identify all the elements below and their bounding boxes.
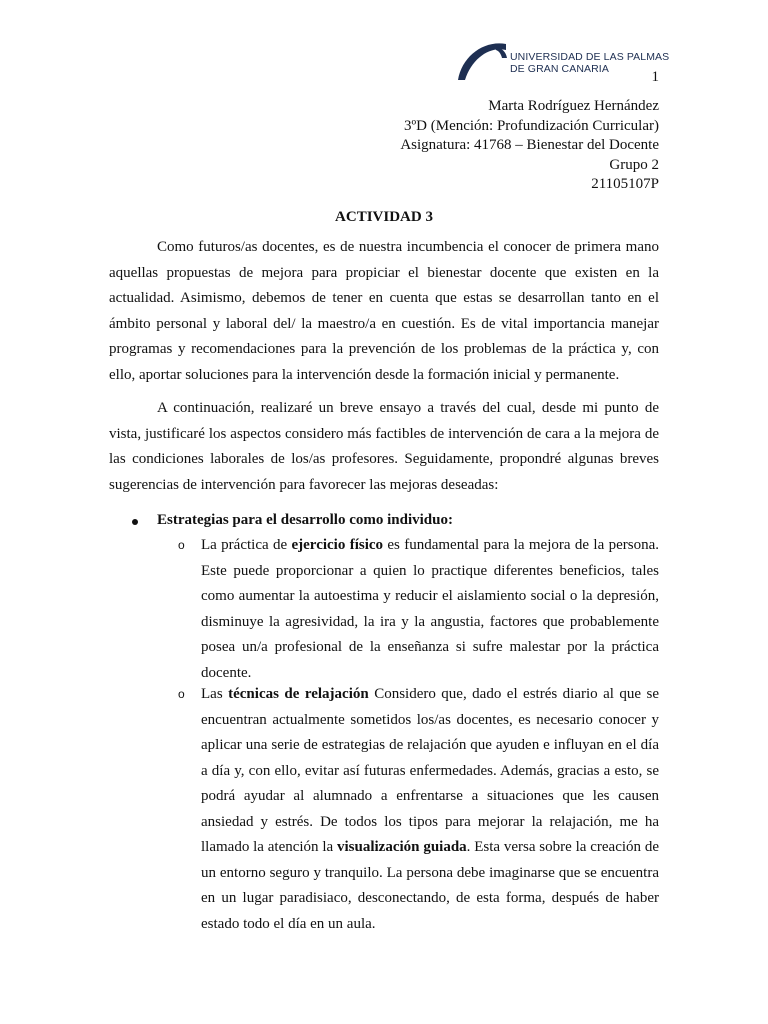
author-id: 21105107P <box>591 176 659 192</box>
author-name: Marta Rodríguez Hernández <box>488 98 659 114</box>
bullet-dot-icon <box>132 519 138 525</box>
sub-item-2-pre: Las <box>201 686 229 702</box>
sub-item-1-pre: La práctica de <box>201 537 292 553</box>
paragraph-2: A continuación, realizaré un breve ensayo a través del cual, desde mi punto de vista, justificaré los aspectos considero más factibles de intervención de cara a la mejora de las condiciones laborales de los/as profesores. Seguidamente, propondré algunas breves sugerencias de intervención para favorecer las mejoras deseadas: <box>109 400 659 493</box>
logo-line-1: UNIVERSIDAD DE LAS PALMAS <box>510 51 670 63</box>
bullet-heading: Estrategias para el desarrollo como individuo: <box>157 512 453 528</box>
sub-item-2-bold: técnicas de relajación <box>228 686 369 702</box>
sub-bullet-marker: o <box>178 538 185 552</box>
paragraph-1: Como futuros/as docentes, es de nuestra incumbencia el conocer de primera mano aquellas propuestas de mejora para propiciar el bienestar docente que existen en la actualidad. Asimismo, debemos de tener en cuenta que estas se desarrollan tanto en el ámbito personal y laboral del/ la maestro/a en cuestión. Es de vital importancia manejar programas y recomendaciones para la prevención de los problemas de la práctica y, con ello, aportar soluciones para la intervención desde la formación inicial y permanente. <box>109 239 659 383</box>
logo-line-2: DE GRAN CANARIA <box>510 62 609 75</box>
university-logo <box>456 38 670 82</box>
sub-item-2-post: . Esta versa sobre la creación de un entorno seguro y tranquilo. La persona debe imaginarse que se encuentra en un lugar paradisiaco, desconectando, de esta forma, después de haber estado todo el día en un aula. <box>201 839 659 932</box>
document-title: ACTIVIDAD 3 <box>335 209 433 225</box>
author-block <box>400 97 659 195</box>
sub-bullet-marker: o <box>178 687 185 701</box>
sub-item-exercise <box>178 533 659 686</box>
sub-item-1-bold: ejercicio físico <box>291 537 384 553</box>
sub-item-2-bold-2: visualización guiada <box>337 839 467 855</box>
page-number: 1 <box>651 69 659 85</box>
author-subject: Asignatura: 41768 – Bienestar del Docente <box>400 137 659 153</box>
sub-item-2-mid: Considero que, dado el estrés diario al que se encuentran actualmente sometidos los/as docentes, es necesario conocer y aplicar una serie de estrategias de relajación que ayuden e influyan en el día a día y, con ello, evitar así futuras enfermedades. Además, gracias a esto, se podrá ayudar al alumnado a enfrentarse a situaciones que les causen ansiedad y estrés. De todos los tipos para mejorar la relajación, me ha llamado la atención la <box>201 686 659 855</box>
author-course: 3ºD (Mención: Profundización Curricular) <box>404 117 659 134</box>
sub-item-1-post: es fundamental para la mejora de la persona. Este puede proporcionar a quien lo practique diferentes beneficios, tales como aumentar la autoestima y reducir el aislamiento social o la depresión, disminuye la agresividad, la ira y la angustia, factores que probablemente posea un/a profesional de la enseñanza si sufre malestar por la práctica docente. <box>201 537 659 681</box>
ulpgc-arc-icon <box>456 38 512 82</box>
sub-item-relaxation <box>178 682 659 937</box>
author-group: Grupo 2 <box>609 156 659 173</box>
logo-text <box>510 52 669 75</box>
